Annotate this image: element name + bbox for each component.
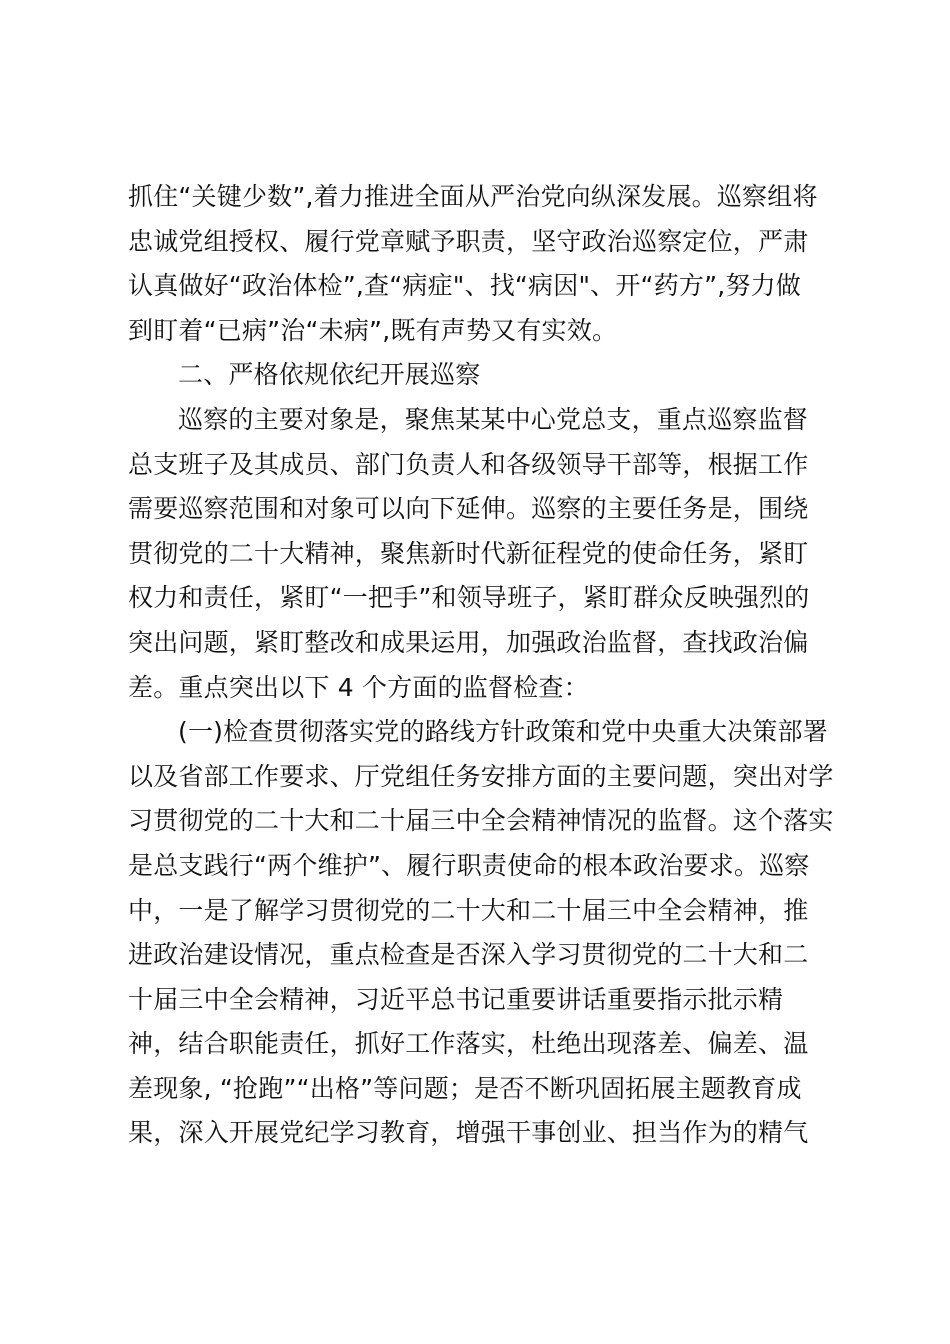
text-line: 认真做好“政治体检”,查“病症"、找“病因"、开“药方”,努力做 [128,271,802,301]
text-line: 十届三中全会精神，习近平总书记重要讲话重要指示批示精 [128,984,784,1014]
text-line: 差现象, “抢跑”“出格”等问题；是否不断巩固拓展主题教育成 [128,1073,802,1103]
subsection-heading: (一)检查贯彻落实党的路线方针政策和党中央重大决策部署 [178,717,828,747]
text-line: 到盯着“已病”治“未病”,既有声势又有实效。 [128,315,618,345]
text-line: 突出问题，紧盯整改和成果运用，加强政治监督，查找政治偏 [128,627,809,657]
text-line: 权力和责任，紧盯“一把手”和领导班子，紧盯群众反映强烈的 [128,583,810,613]
text-line: 忠诚党组授权、履行党章赋予职责，坚守政治巡察定位，严肃 [128,226,809,256]
text-line: 果，深入开展党纪学习教育，增强干事创业、担当作为的精气 [128,1118,809,1148]
text-line: 是总支践行“两个维护”、履行职责使命的根本政治要求。巡察 [128,850,810,880]
text-line: 神，结合职能责任，抓好工作落实，杜绝出现落差、偏差、温 [128,1029,809,1059]
document-body [128,175,834,1156]
section-heading: 二、严格依规依纪开展巡察 [178,360,481,390]
text-line: 以及省部工作要求、厅党组任务安排方面的主要问题，突出对学 [128,761,834,791]
text-line: 贯彻党的二十大精神，聚焦新时代新征程党的使命任务，紧盯 [128,538,809,568]
text-line: 差。重点突出以下 4 个方面的监督检查： [128,672,589,702]
text-line: 巡察的主要对象是，聚焦某某中心党总支，重点巡察监督 [178,404,809,434]
text-line: 习贯彻党的二十大和二十届三中全会精神情况的监督。这个落实 [128,806,834,836]
text-line: 需要巡察范围和对象可以向下延伸。巡察的主要任务是，围绕 [128,494,809,524]
text-line: 抓住“关键少数”,着力推进全面从严治党向纵深发展。巡察组将 [128,182,818,211]
text-line: 中，一是了解学习贯彻党的二十大和二十届三中全会精神，推 [128,895,809,925]
text-line: 总支班子及其成员、部门负责人和各级领导干部等，根据工作 [128,449,809,479]
text-line: 进政治建设情况，重点检查是否深入学习贯彻党的二十大和二 [128,940,809,970]
